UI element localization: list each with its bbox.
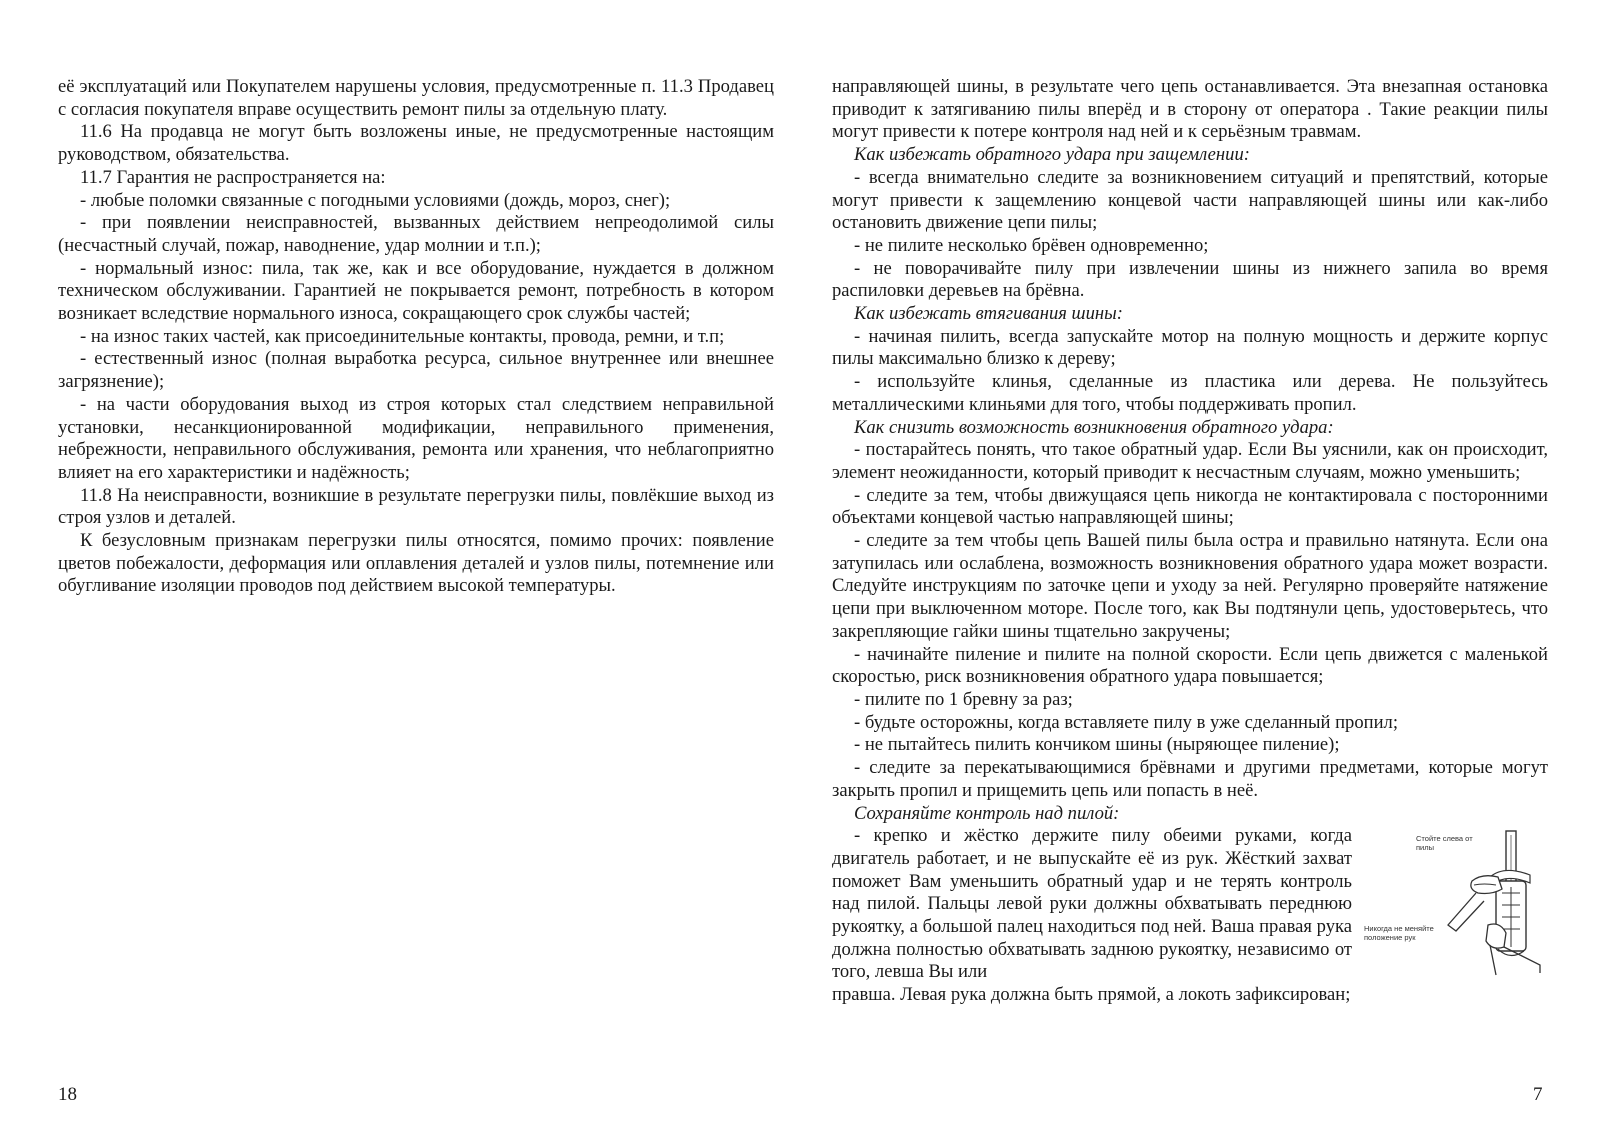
paragraph: - на части оборудования выход из строя которых стал следствием неправильной установки, несанкционированной модификации, неправильного применения, небрежности, неправильного обслуживания, ремонта или хранения, что неблагоприятно влияет на его характеристики и надёжность; <box>58 393 774 483</box>
paragraph: - естественный износ (полная выработка ресурса, сильное внутреннее или внешнее загрязнение); <box>58 348 774 393</box>
paragraph: 11.8 На неисправности, возникшие в результате перегрузки пилы, повлёкшие выход из строя узлов и деталей. <box>58 484 774 529</box>
figure-block <box>832 825 1548 984</box>
paragraph: - при появлении неисправностей, вызванных действием непреодолимой силы (несчастный случай, пожар, наводнение, удар молнии и т.п.); <box>58 212 774 256</box>
section-heading: Как снизить возможность возникновения обратного удара: <box>854 416 1334 438</box>
paragraph: - не поворачивайте пилу при извлечении шины из нижнего запила во время распиловки деревьев на брёвна. <box>832 257 1548 302</box>
paragraph: - всегда внимательно следите за возникновением ситуаций и препятствий, которые могут привести к защемлению концевой части направляющей шины или как-либо остановить движение цепи пилы; <box>832 166 1548 234</box>
paragraph: - следите за тем, чтобы движущаяся цепь никогда не контактировала с посторонними объектами концевой частью направляющей шины; <box>832 484 1548 529</box>
page-number-left: 18 <box>58 1084 77 1105</box>
paragraph: К безусловным признакам перегрузки пилы относятся, помимо прочих: появление цветов побежалости, деформация или оплавления деталей и узлов пилы, потемнение или обугливание изоляции проводов под действием высокой температуры. <box>58 530 774 597</box>
paragraph: её эксплуатаций или Покупателем нарушены условия, предусмотренные п. 11.3 Продавец с согласия покупателя вправе осуществить ремонт пилы за отдельную плату. <box>58 76 774 120</box>
paragraph: - начиная пилить, всегда запускайте мотор на полную мощность и держите корпус пилы максимально близко к дереву; <box>832 325 1548 370</box>
paragraph: 11.7 Гарантия не распространяется на: <box>80 166 386 188</box>
paragraph: - следите за тем чтобы цепь Вашей пилы была остра и правильно натянута. Если она затупилась или ослаблена, возможность возникновения обратного удара может возрасти. Следуйте инструкциям по заточке цепи и уходу за ней. Регулярно проверяйте натяжение цепи при выключенном моторе. После того, как Вы подтянули цепь, удостоверьтесь, что закрепляющие гайки шины тщательно закручены; <box>832 530 1548 642</box>
figure-paragraph: - крепко и жёстко держите пилу обеими руками, когда двигатель работает, и не выпускайте её из рук. Жёсткий захват поможет Вам уменьшить обратный удар и не терять контроль над пилой. Пальцы левой руки должны обхватывать переднюю рукоятку, а большой палец находиться под ней. Ваша правая рука должна полностью обхватывать заднюю рукоятку, независимо от того, левша Вы или <box>832 825 1352 983</box>
paragraph: - постарайтесь понять, что такое обратный удар. Если Вы уяснили, как он происходит, элемент неожиданности, который приводит к несчастным случаям, можно уменьшить; <box>832 439 1548 483</box>
paragraph: - на износ таких частей, как присоединительные контакты, провода, ремни, и т.п; <box>80 325 725 347</box>
last-line: правша. Левая рука должна быть прямой, а локоть зафиксирован; <box>832 984 1351 1006</box>
right-page <box>832 76 1548 1007</box>
section-heading: Сохраняйте контроль над пилой: <box>854 802 1120 824</box>
figure-label-stand-left: Стойте слева от пилы <box>1416 834 1473 852</box>
paragraph: направляющей шины, в результате чего цепь останавливается. Эта внезапная остановка приводит к затягиванию пилы вперёд и в сторону от оператора . Такие реакции пилы могут привести к потере контроля над ней и к серьёзным травмам. <box>832 76 1548 143</box>
figure-text <box>832 825 1352 984</box>
paragraph: - используйте клинья, сделанные из пластика или дерева. Не пользуйтесь металлическими клиньями для того, чтобы поддерживать пропил. <box>832 371 1548 415</box>
left-page <box>58 76 774 598</box>
paragraph: - не пилите несколько брёвен одновременно; <box>854 234 1209 256</box>
right-page-text <box>832 76 1548 825</box>
paragraph: - начинайте пиление и пилите на полной скорости. Если цепь движется с маленькой скоростью, риск возникновения обратного удара повышается; <box>832 643 1548 688</box>
page-number-right: 7 <box>1533 1084 1543 1105</box>
paragraph: - будьте осторожны, когда вставляете пилу в уже сделанный пропил; <box>854 711 1398 733</box>
section-heading: Как избежать втягивания шины: <box>854 303 1123 325</box>
paragraph: - нормальный износ: пила, так же, как и все оборудование, нуждается в должном техническом обслуживании. Гарантией не покрывается ремонт, потребность в котором возникает вследствие нормального износа, сокращающего срок службы частей; <box>58 257 774 325</box>
paragraph: - пилите по 1 бревну за раз; <box>854 688 1073 710</box>
chainsaw-hands-icon <box>1364 829 1548 979</box>
paragraph: - следите за перекатывающимися брёвнами и другими предметами, которые могут закрыть пропил и прищемить цепь или попасть в неё. <box>832 757 1548 801</box>
figure-label-hands: Никогда не меняйте положение рук <box>1364 924 1434 942</box>
paragraph: 11.6 На продавца не могут быть возложены иные, не предусмотренные настоящим руководством, обязательства. <box>58 121 774 166</box>
paragraph: - любые поломки связанные с погодными условиями (дождь, мороз, снег); <box>80 189 671 211</box>
chainsaw-grip-figure <box>1364 829 1548 979</box>
section-heading: Как избежать обратного удара при защемлении: <box>854 144 1250 166</box>
paragraph: - не пытайтесь пилить кончиком шины (ныряющее пиление); <box>854 734 1340 756</box>
